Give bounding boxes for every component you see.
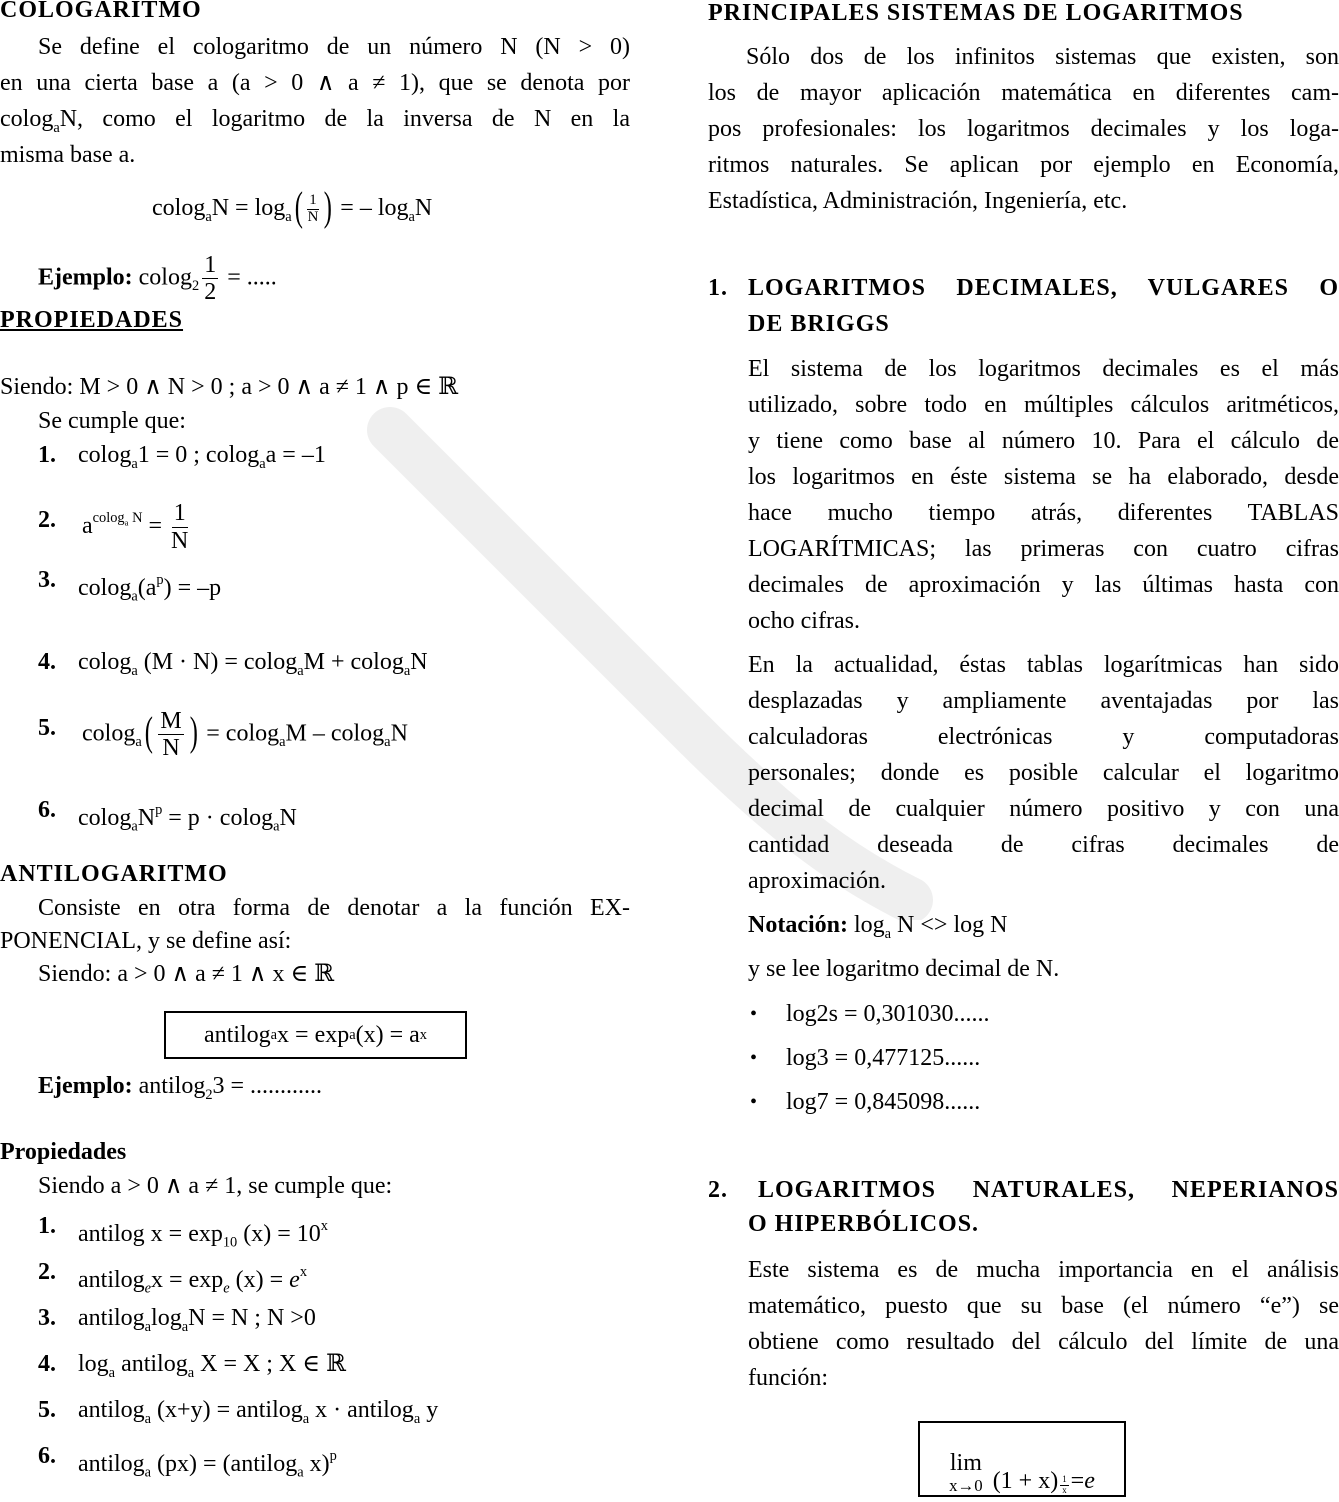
paragraph-line: personales; donde es posible calcular el logaritmo (748, 760, 1339, 786)
math-text: a (131, 818, 138, 835)
log-value-example: log7 = 0,845098...... (786, 1089, 981, 1115)
property-formula (78, 644, 428, 680)
fraction (307, 193, 318, 225)
paragraph-line: cantidad deseada de cifras decimales de (748, 832, 1339, 858)
math-text: (a (137, 574, 157, 601)
math-text: 2 (205, 1086, 213, 1103)
paragraph-line (0, 137, 135, 173)
math-text: M + colog (303, 649, 404, 675)
math-text: (M · N) = colog (137, 649, 298, 675)
subscript (192, 278, 199, 294)
property-formula (82, 708, 408, 762)
math-text: Se define el cologaritmo de un número N (N > 0) (38, 34, 630, 60)
item-number: 1. (38, 442, 56, 468)
item-number: 4. (38, 1351, 56, 1377)
paragraph-line: los de mayor aplicación matemática en diferentes cam- (708, 80, 1339, 106)
paragraph-line (38, 29, 630, 65)
math-text: colog (78, 804, 132, 831)
denominator (204, 279, 216, 305)
italic-symbol (289, 1267, 300, 1293)
math-text: (px) = (antilog (151, 1450, 298, 1477)
decimal-logs-heading: DE BRIGGS (748, 311, 890, 337)
math-text: a (144, 1464, 152, 1481)
math-text: N (128, 510, 143, 526)
bullet-icon: • (750, 1047, 758, 1069)
math-text: colog (152, 195, 206, 222)
math-text: log (847, 912, 885, 938)
property-formula (78, 1346, 346, 1382)
superscript (321, 1218, 328, 1234)
paragraph-line: decimales de aproximación y las últimas hasta con (748, 572, 1339, 598)
property-formula (78, 1208, 328, 1251)
decimal-logs-heading: LOGARITMOS DECIMALES, VULGARES O (748, 275, 1339, 301)
math-text: N <> log N (891, 912, 1008, 938)
fraction (158, 708, 183, 762)
math-text: 2 (191, 278, 200, 295)
math-text: N (162, 735, 180, 762)
paragraph-line: Estadística, Administración, Ingeniería, etc. (708, 188, 1128, 214)
properties-condition: Siendo: M > 0 ∧ N > 0 ; a > 0 ∧ a ≠ 1 ∧ p ∈ ℝ (0, 374, 459, 400)
math-text: a = –1 (265, 442, 326, 468)
math-text: a (144, 1410, 152, 1427)
math-text: N (414, 195, 433, 222)
item-number: 2. (38, 1259, 56, 1285)
property-formula (78, 1392, 438, 1428)
superscript (420, 1027, 427, 1044)
math-text: N (390, 720, 408, 747)
cologarithm-definition-formula (152, 184, 433, 229)
item-number: 3. (38, 1305, 56, 1331)
math-text: p (329, 1448, 337, 1464)
subscript (135, 734, 141, 750)
paragraph-line: aproximación. (748, 868, 886, 894)
log-systems-heading: PRINCIPALES SISTEMAS DE LOGARITMOS (708, 0, 1244, 26)
paragraph-line: hace mucho tiempo atrás, diferentes TABLAS (748, 500, 1339, 526)
denominator (162, 735, 179, 761)
property-formula (78, 1254, 308, 1297)
antilogarithm-condition: Siendo: a > 0 ∧ a ≠ 1 ∧ x ∈ ℝ (38, 961, 335, 987)
math-text: ( (294, 184, 303, 229)
math-text: ) (323, 184, 332, 229)
antilogarithm-heading: ANTILOGARITMO (0, 861, 228, 887)
fraction (202, 252, 218, 306)
paragraph-line: los logaritmos en éste sistema se ha elaborado, desde (748, 464, 1339, 490)
denominator (1062, 1486, 1066, 1495)
math-text: colog (0, 106, 54, 132)
math-text: a (403, 662, 411, 679)
math-text: colog (78, 442, 132, 468)
paragraph-line: obtiene como resultado del cálculo del límite de una (748, 1329, 1339, 1355)
math-text: M (160, 708, 182, 734)
math-text: = (1070, 1468, 1085, 1494)
math-text: a (408, 208, 415, 225)
fraction (1060, 1475, 1068, 1495)
math-text: = – log (334, 195, 409, 222)
antilogarithm-definition-box (164, 1011, 467, 1059)
math-text: (x) = (229, 1266, 290, 1293)
section-number: 1. (708, 275, 728, 301)
bullet-icon: • (750, 1003, 758, 1025)
math-text: e (289, 1266, 300, 1293)
bold-label (38, 1073, 133, 1099)
denominator (308, 210, 319, 226)
notation-reading: y se lee logaritmo decimal de N. (748, 956, 1060, 982)
math-text: a (273, 818, 280, 835)
math-text: a (108, 1364, 116, 1381)
paragraph-line (0, 101, 630, 137)
math-text: PONENCIAL, y se define así: (0, 928, 292, 954)
math-text: 1 (309, 192, 317, 209)
math-text: a (285, 208, 292, 225)
math-text: p (156, 572, 164, 588)
item-number: 5. (38, 1397, 56, 1423)
math-text: antilog (78, 1305, 145, 1331)
math-text: x (419, 1026, 427, 1043)
item-number: 6. (38, 797, 56, 823)
log-value-example: log3 = 0,477125...... (786, 1045, 981, 1071)
denominator (171, 528, 188, 554)
math-text: a (131, 588, 138, 605)
item-number: 3. (38, 567, 56, 593)
math-text: e (223, 1280, 230, 1297)
paragraph-line: LOGARÍTMICAS; las primeras con cuatro cifras (748, 536, 1339, 562)
paragraph-line: Sólo dos de los infinitos sistemas que existen, son (746, 44, 1339, 70)
math-text: a (279, 734, 286, 751)
math-text: = p · colog (162, 804, 274, 831)
paragraph-line: desplazadas y ampliamente aventajadas por las (748, 688, 1339, 714)
paragraph-line: matemático, puesto que su base (el número “e”) se (748, 1293, 1339, 1319)
math-text: a (131, 455, 138, 472)
math-text: Ejemplo: (38, 264, 133, 291)
math-text: log (78, 1351, 109, 1377)
property-formula (78, 792, 297, 835)
math-text: = (142, 512, 169, 539)
property-formula (78, 562, 222, 605)
math-text: N = N ; N >0 (188, 1305, 316, 1331)
paragraph-line: y tiene como base al número 10. Para el cálculo de (748, 428, 1339, 454)
natural-logs-heading: O HIPERBÓLICOS. (748, 1211, 980, 1237)
math-text: x) (303, 1450, 330, 1477)
math-text: (x) = 10 (237, 1220, 321, 1247)
math-text: N (171, 527, 189, 554)
bullet-icon: • (750, 1091, 758, 1113)
section-number: 2. (708, 1177, 728, 1203)
math-text: x · antilog (309, 1397, 414, 1423)
notation-line (748, 907, 1007, 943)
item-number: 5. (38, 715, 56, 741)
math-text: en una cierta base a (a > 0 ∧ a ≠ 1), que se denota por (0, 70, 630, 96)
math-text: ) (189, 709, 198, 755)
item-number: 4. (38, 649, 56, 675)
math-text: a (349, 1026, 356, 1043)
paragraph-line (0, 65, 630, 101)
paragraph-line: En la actualidad, éstas tablas logarítmicas han sido (748, 652, 1339, 678)
math-text: misma base a. (0, 142, 136, 168)
math-text: a (259, 455, 266, 472)
math-text: M – colog (285, 720, 385, 747)
antilog-properties-heading: Propiedades (0, 1139, 127, 1165)
math-text: a (302, 1410, 310, 1427)
math-text: 1 (204, 252, 217, 278)
big-parenthesis (323, 184, 332, 229)
math-text: 1 (173, 500, 186, 527)
cologarithm-heading: COLOGARITMO (0, 0, 202, 23)
math-text: a (144, 1318, 152, 1335)
math-text: colog (78, 574, 132, 601)
properties-intro: Se cumple que: (38, 408, 186, 434)
math-text: antilog (78, 1450, 145, 1477)
math-text: e (144, 1280, 152, 1297)
math-text: colog (92, 510, 125, 526)
numerator (202, 252, 218, 279)
math-text: (1 + x) (992, 1468, 1059, 1494)
math-text: 1 (1062, 1474, 1067, 1485)
math-text: N (137, 804, 156, 831)
math-text: N (279, 804, 297, 831)
math-text: colog (78, 649, 132, 675)
math-text: N (307, 209, 319, 226)
math-text: 1 = 0 ; colog (137, 442, 260, 468)
math-text: log (151, 1305, 182, 1331)
superscript (156, 572, 163, 588)
item-number: 2. (38, 507, 56, 533)
paragraph-line: ritmos naturales. Se aplican por ejemplo en Economía, (708, 152, 1339, 178)
math-text: y (420, 1397, 439, 1423)
big-parenthesis (144, 709, 153, 755)
math-text: x (299, 1264, 308, 1280)
italic-symbol (1084, 1468, 1095, 1495)
math-text: a (82, 512, 93, 539)
paragraph-line: pos profesionales: los logaritmos decimales y los loga- (708, 116, 1339, 142)
cologarithm-example (38, 252, 277, 306)
math-text: X = X ; X ∈ ℝ (194, 1351, 347, 1377)
math-text: x = exp (151, 1266, 224, 1293)
math-text: N (410, 649, 428, 675)
property-formula (78, 1300, 316, 1336)
math-text: N = log (211, 195, 286, 222)
subscript (205, 1087, 212, 1103)
superscript (300, 1264, 307, 1280)
math-text: ) = –p (163, 574, 222, 601)
antilogarithm-example (38, 1068, 322, 1104)
math-text: 3 = ............ (212, 1073, 323, 1099)
math-text: x = exp (277, 1021, 350, 1048)
math-text: e (1084, 1468, 1095, 1494)
math-text: antilog (115, 1351, 188, 1377)
math-text: ( (144, 709, 153, 755)
paragraph-line: utilizado, sobre todo en múltiples cálculos aritméticos, (748, 392, 1339, 418)
bold-label (38, 264, 133, 290)
superscript (330, 1448, 337, 1464)
numerator (307, 193, 318, 210)
subscript (285, 209, 291, 225)
math-text: (x+y) = antilog (151, 1397, 303, 1423)
math-text: x (320, 1218, 328, 1234)
paragraph-line: ocho cifras. (748, 608, 860, 634)
math-text: antilog x = exp (78, 1220, 223, 1247)
math-text: a (124, 517, 129, 528)
math-text: N, como el logaritmo de la inversa de N en la (59, 106, 630, 132)
math-text: a (205, 208, 212, 225)
properties-heading: PROPIEDADES (0, 307, 184, 333)
math-text: 2 (204, 279, 217, 306)
paragraph-line: decimal de cualquier número positivo y con una (748, 796, 1339, 822)
math-text: colog (132, 264, 192, 291)
paragraph-line: El sistema de los logaritmos decimales es el más (748, 356, 1339, 382)
log-value-example: log2s = 0,301030...... (786, 1001, 990, 1027)
limit-label: lim (949, 1450, 982, 1477)
math-text: = colog (200, 720, 280, 747)
math-text: Notación: (748, 912, 848, 938)
big-parenthesis (189, 709, 198, 755)
bold-label (748, 912, 848, 938)
math-text: antilog (132, 1073, 206, 1099)
numerator (172, 500, 188, 527)
math-text: antilog (78, 1397, 145, 1423)
paragraph-line: calculadoras electrónicas y computadoras (748, 724, 1339, 750)
limit-operator (949, 1450, 983, 1495)
numerator (158, 708, 183, 735)
math-text: a (187, 1364, 195, 1381)
paragraph-line (0, 923, 291, 959)
paragraph-line: función: (748, 1365, 828, 1391)
math-text: 10 (222, 1234, 238, 1251)
math-text: (x) = a (355, 1021, 420, 1048)
math-text: a (384, 734, 391, 751)
math-text: antilog (204, 1021, 271, 1048)
math-text: x (1062, 1484, 1067, 1495)
limit-subscript: x→0 (949, 1475, 983, 1495)
paragraph-line (38, 890, 630, 926)
antilog-properties-intro: Siendo a > 0 ∧ a ≠ 1, se cumple que: (38, 1173, 393, 1199)
paragraph-line: Este sistema es de mucha importancia en el análisis (748, 1257, 1339, 1283)
item-number: 1. (38, 1213, 56, 1239)
math-text: Ejemplo: (38, 1073, 133, 1099)
big-parenthesis (294, 184, 303, 229)
math-text: a (297, 1464, 304, 1481)
math-text: a (131, 662, 138, 679)
subscript (223, 1235, 237, 1251)
math-text: p (155, 802, 163, 818)
math-text: colog (82, 720, 136, 747)
property-formula (82, 500, 191, 554)
property-formula (78, 1438, 337, 1481)
superscript (93, 510, 143, 526)
natural-logs-heading: LOGARITMOS NATURALES, NEPERIANOS (758, 1177, 1339, 1203)
math-text: a (181, 1318, 189, 1335)
math-text: a (297, 662, 304, 679)
superscript (1058, 1475, 1070, 1495)
math-text: a (135, 734, 142, 751)
property-formula (78, 437, 326, 473)
math-text: Consiste en otra forma de denotar a la función EX- (38, 895, 630, 921)
math-text: = ..... (221, 264, 277, 291)
math-text: antilog (78, 1266, 145, 1293)
math-text: a (884, 925, 892, 942)
math-text: a (270, 1026, 278, 1043)
item-number: 6. (38, 1443, 56, 1469)
math-text: a (53, 119, 60, 136)
math-text: a (413, 1410, 421, 1427)
limit-definition-box (918, 1421, 1126, 1497)
fraction (171, 500, 188, 554)
